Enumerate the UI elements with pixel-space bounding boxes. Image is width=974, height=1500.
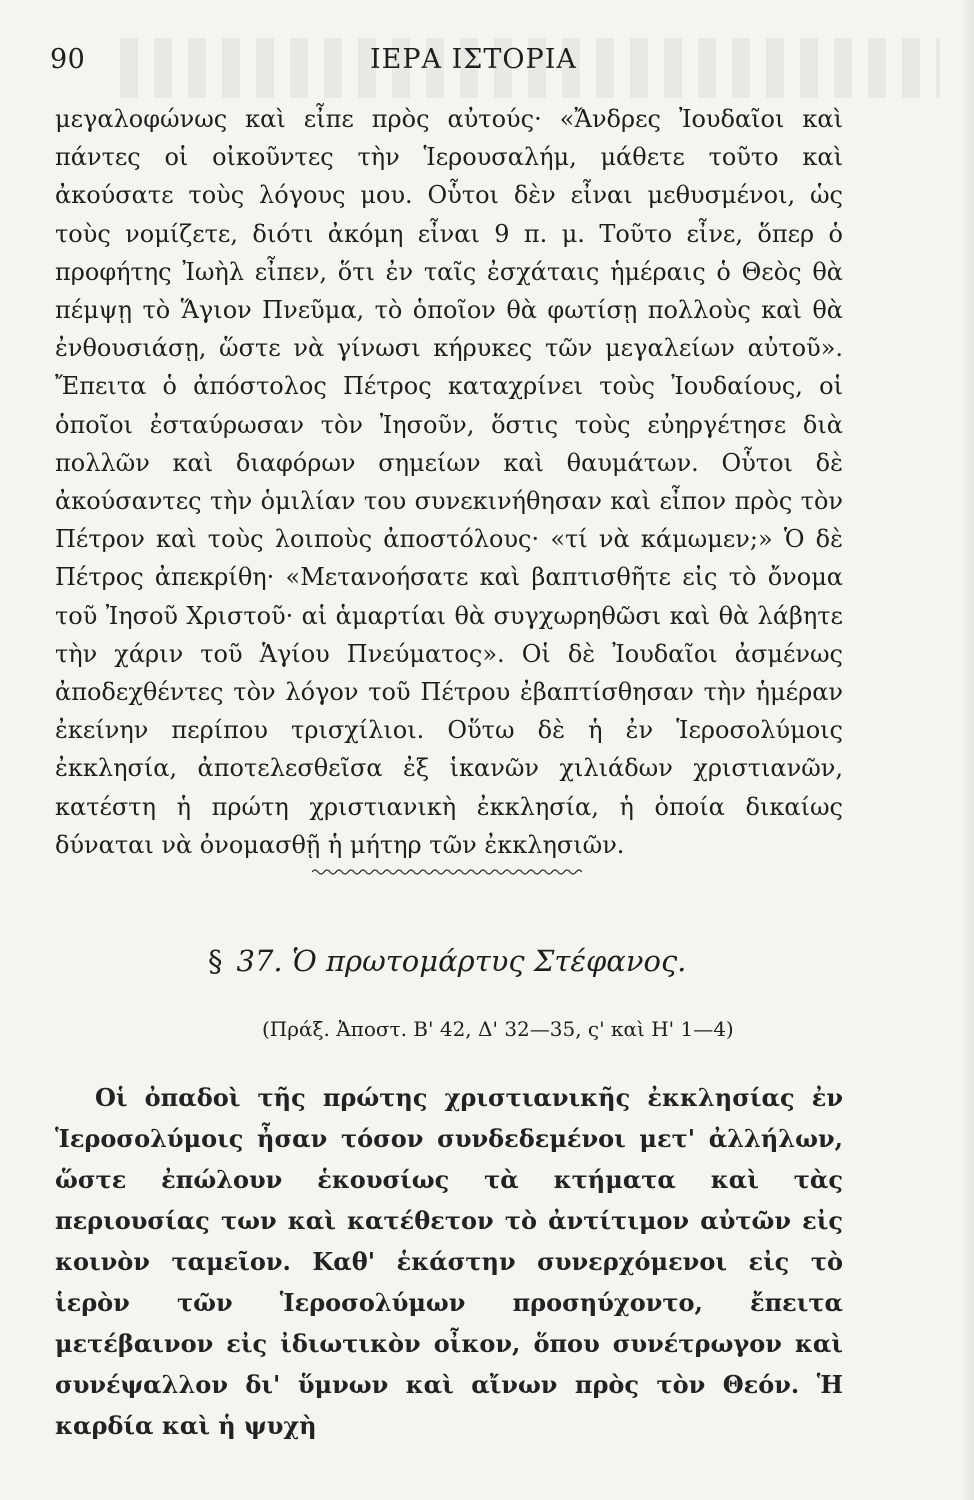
- page-header: [50, 44, 850, 84]
- scan-edge-shadow: [960, 0, 974, 1500]
- section-number: 37.: [236, 944, 283, 978]
- page-number: 90: [50, 44, 86, 75]
- section-title-text: Ὁ πρωτομάρτυς Στέφανος.: [291, 944, 687, 978]
- paragraph: Οἱ ὀπαδοὶ τῆς πρώτης χριστιανικῆς ἐκκλησίας ἐν Ἱεροσολύμοις ἦσαν τόσον συνδεδεμένοι μετ' ἀλλήλων, ὥστε ἐπώλουν ἑκουσίως τὰ κτήματα καὶ τὰς περιουσίας των καὶ κατέθετον τὸ ἀντίτιμον αὐτῶν εἰς κοινὸν ταμεῖον. Καθ' ἑκάστην συνερχόμενοι εἰς τὸ ἱερὸν τῶν Ἱεροσολύμων προσηύχοντο, ἔπειτα μετέβαινον εἰς ἰδιωτικὸν οἶκον, ὅπου συνέτρωγον καὶ συνέψαλλον δι' ὕμνων καὶ αἴνων πρὸς τὸν Θεόν. Ἡ καρδία καὶ ἡ ψυχὴ: [55, 1083, 843, 1440]
- paragraph: μεγαλοφώνως καὶ εἶπε πρὸς αὐτούς· «Ἄνδρες Ἰουδαῖοι καὶ πάντες οἱ οἰκοῦντες τὴν Ἱερουσαλήμ, μάθετε τοῦτο καὶ ἀκούσατε τοὺς λόγους μου. Οὗτοι δὲν εἶναι μεθυσμένοι, ὡς τοὺς νομίζετε, διότι ἀκόμη εἶναι 9 π. μ. Τοῦτο εἶνε, ὅπερ ὁ προφήτης Ἰωὴλ εἶπεν, ὅτι ἐν ταῖς ἐσχάταις ἡμέραις ὁ Θεὸς θὰ πέμψῃ τὸ Ἅγιον Πνεῦμα, τὸ ὁποῖον θὰ φωτίσῃ πολλοὺς καὶ θὰ ἐνθουσιάσῃ, ὥστε νὰ γίνωσι κήρυκες τῶν μεγαλείων αὐτοῦ». Ἔπειτα ὁ ἀπόστολος Πέτρος καταχρίνει τοὺς Ἰουδαίους, οἱ ὁποῖοι ἐσταύρωσαν τὸν Ἰησοῦν, ὅστις τοὺς εὐηργέτησε διὰ πολλῶν καὶ διαφόρων σημείων καὶ θαυμάτων. Οὗτοι δὲ ἀκούσαντες τὴν ὁμιλίαν του συνεκινήθησαν καὶ εἶπον πρὸς τὸν Πέτρον καὶ τοὺς λοιποὺς ἀποστόλους· «τί νὰ κάμωμεν;» Ὁ δὲ Πέτρος ἀπεκρίθη· «Μετανοήσατε καὶ βαπτισθῆτε εἰς τὸ ὄνομα τοῦ Ἰησοῦ Χριστοῦ· αἱ ἁμαρτίαι θὰ συγχωρηθῶσι καὶ θὰ λάβητε τὴν χάριν τοῦ Ἁγίου Πνεύματος». Οἱ δὲ Ἰουδαῖοι ἀσμένως ἀποδεχθέντες τὸν λόγον τοῦ Πέτρου ἐβαπτίσθησαν τὴν ἡμέραν ἐκείνην περίπου τρισχίλιοι. Οὕτω δὲ ἡ ἐν Ἱεροσολύμοις ἐκκλησία, ἀποτελεσθεῖσα ἐξ ἱκανῶν χιλιάδων χριστιανῶν, κατέστη ἡ πρώτη χριστιανικὴ ἐκκλησία, ἡ ὁποία δικαίως δύναται νὰ ὀνομασθῇ ἡ μήτηρ τῶν ἐκκλησιῶν.: [55, 105, 843, 859]
- section-heading: [208, 944, 686, 978]
- running-head: ΙΕΡΑ ΙΣΤΟΡΙΑ: [370, 44, 577, 75]
- section-sign: §: [208, 944, 223, 978]
- scripture-reference: (Πράξ. Ἀποστ. Β' 42, Δ' 32—35, ς' καὶ Η' 1—4): [262, 1017, 734, 1041]
- section-divider-wavy-line: [312, 868, 582, 876]
- text-block-top: [55, 100, 843, 864]
- text-block-bottom: [55, 1077, 843, 1446]
